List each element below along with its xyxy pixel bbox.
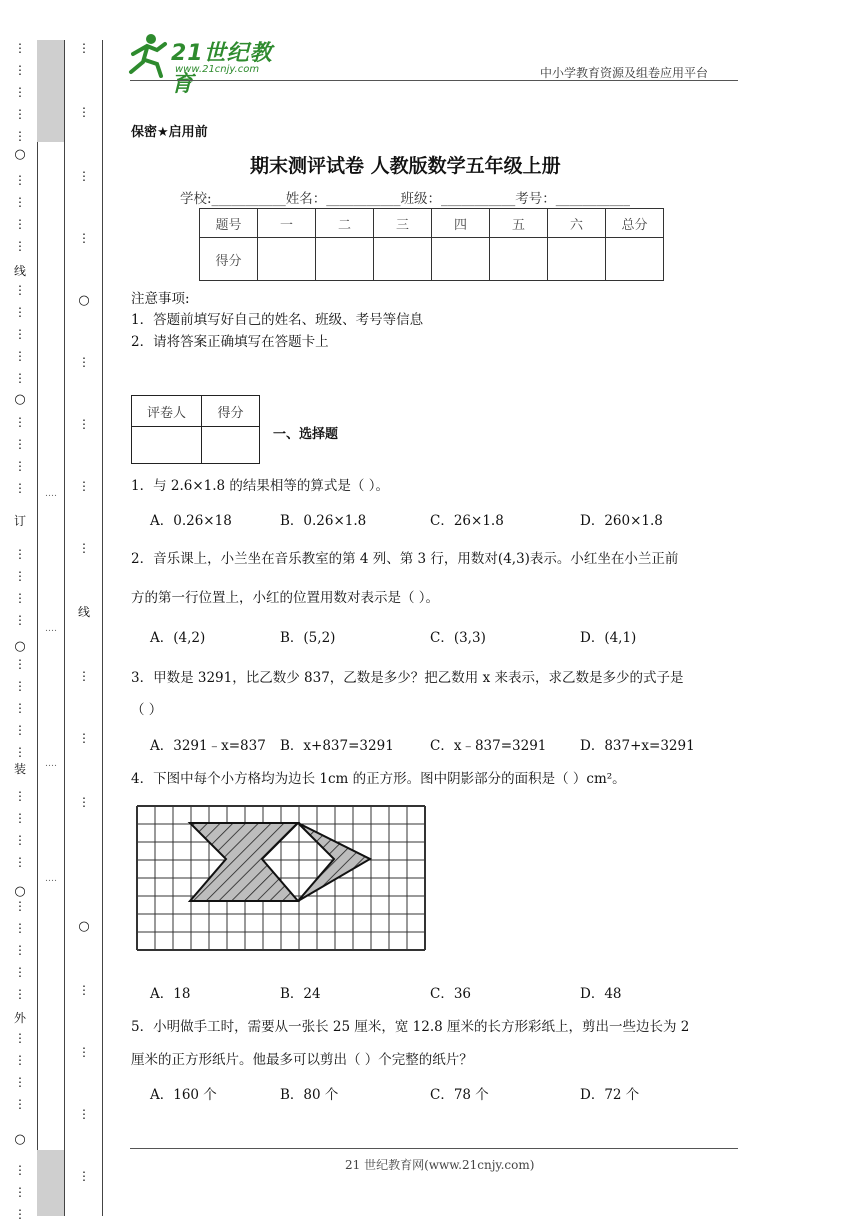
dots-mark: ⋮ [14,129,26,143]
dots-mark: ⋮ [14,327,26,341]
seal-char-ding: 订 [13,514,26,528]
score-row-label: 得分 [200,238,258,281]
dots-mark: ⋮ [78,731,90,745]
dots-mark: ⋮ [78,479,90,493]
score-cell[interactable] [432,238,490,281]
dots-mark: ⋮ [78,1107,90,1121]
dots-mark: ⋮ [14,459,26,473]
score-header-cell: 五 [490,209,548,238]
question-1-stem: 1．与 2.6×1.8 的结果相等的算式是（ ）。 [131,478,389,494]
dots-mark: ⋮ [14,745,26,759]
circle-mark: ○ [14,147,26,162]
option-b[interactable]: B．x+837=3291 [280,738,394,754]
score-cell[interactable] [316,238,374,281]
dots-mark: ⋮ [78,541,90,555]
dots-mark: ⋮ [14,1097,26,1111]
dots-mark: ⋮ [78,41,90,55]
option-a[interactable]: A．3291﹣x=837 [150,738,266,754]
dots-mark: ⋮ [14,1075,26,1089]
seal-char-xian: 线 [13,264,26,278]
dots-mark: ⋮ [14,899,26,913]
option-b[interactable]: B．80 个 [280,1087,339,1103]
score-cell[interactable] [490,238,548,281]
dots-mark: ⋮ [14,965,26,979]
logo-main-text: 21世纪教育 [171,41,273,97]
dots-mark: ⋮ [14,107,26,121]
outer-seal-column [13,0,27,1221]
question-2-stem-line2: 方的第一行位置上，小红的位置用数对表示是（ ）。 [131,590,440,606]
score-table [199,208,664,281]
header-platform-text: 中小学教育资源及组卷应用平台 [540,66,709,80]
dots-mark: ⋮ [14,481,26,495]
dots-mark: ⋮ [14,415,26,429]
option-d[interactable]: D．837+x=3291 [580,738,695,754]
note-item: 2．请将答案正确填写在答题卡上 [131,334,329,350]
dots-mark: ⋮ [14,1185,26,1199]
dots-mark: ⋮ [14,679,26,693]
grader-score-label: 得分 [202,396,260,427]
dots-mark: ⋮ [78,1169,90,1183]
circle-mark: ○ [14,392,26,407]
score-header-cell: 总分 [606,209,664,238]
option-c[interactable]: C．36 [430,986,472,1002]
dots-mark: ⋮ [14,239,26,253]
grader-score-cell[interactable] [202,427,260,464]
circle-mark: ○ [78,919,90,934]
dots-mark: ⋮ [78,169,90,183]
dots-mark: ⋮ [14,701,26,715]
score-header-cell: 二 [316,209,374,238]
dots-mark: ⋮ [14,855,26,869]
student-info-line: 学校:___________姓名：___________班级：___________考号：___________ [180,191,631,207]
dots-mark: ⋮ [14,63,26,77]
dots-mark: ⋮ [78,105,90,119]
score-cell[interactable] [374,238,432,281]
question-3-stem-line1: 3．甲数是 3291，比乙数少 837，乙数是多少？把乙数用 x 来表示，求乙数是多少的式子是 [131,670,684,686]
dots-mark: ⋮ [14,723,26,737]
inner-seal-column [77,0,91,1216]
question-2-stem-line1: 2．音乐课上，小兰坐在音乐教室的第 4 列、第 3 行，用数对(4,3)表示。小红坐在小兰正前 [131,551,679,567]
dots-mark: ⋮ [14,613,26,627]
dots-mark: ⋮ [14,811,26,825]
option-d[interactable]: D．(4,1) [580,630,637,646]
site-logo [125,32,295,97]
grid-figure [136,805,432,961]
dots-mark: ⋮ [78,1045,90,1059]
dots-mark: ⋮ [14,1207,26,1221]
dots-mark: ⋮ [14,1163,26,1177]
dots-mark: ⋮ [14,1053,26,1067]
dots-mark: ⋮ [14,41,26,55]
dots-mark: ⋮ [14,283,26,297]
score-header-cell: 三 [374,209,432,238]
question-5-stem-line2: 厘米的正方形纸片。他最多可以剪出（ ）个完整的纸片？ [131,1052,473,1068]
dots-mark: ⋮ [78,355,90,369]
score-cell[interactable] [548,238,606,281]
page-title: 期末测评试卷 人教版数学五年级上册 [250,155,561,177]
circle-mark: ○ [14,639,26,654]
score-header-cell: 一 [258,209,316,238]
seal-char-xian: 线 [77,605,90,619]
option-c[interactable]: C．x﹣837=3291 [430,738,547,754]
dots-mark: ⋮ [78,417,90,431]
dots-mark: ⋮ [14,195,26,209]
option-d[interactable]: D．72 个 [580,1087,640,1103]
score-header-cell: 题号 [200,209,258,238]
dots-mark: ⋮ [14,789,26,803]
option-a[interactable]: A．(4,2) [150,630,206,646]
shaded-arrow-left [190,823,298,901]
dots-mark: ⋮ [14,987,26,1001]
option-c[interactable]: C．78 个 [430,1087,489,1103]
grader-label: 评卷人 [132,396,202,427]
score-header-cell: 四 [432,209,490,238]
question-3-stem-line2: （ ） [131,702,163,718]
score-header-cell: 六 [548,209,606,238]
section-title: 一、选择题 [273,427,339,442]
dots-mark: ⋮ [14,657,26,671]
option-a[interactable]: A．18 [150,986,191,1002]
score-cell[interactable] [258,238,316,281]
shaded-arrow-right [298,823,370,901]
dots-mark: ⋮ [14,943,26,957]
seal-char-zhuang: 装 [13,762,26,776]
question-5-stem-line1: 5．小明做手工时，需要从一张长 25 厘米，宽 12.8 厘米的长方形彩纸上，剪出一些边长为 2 [131,1019,690,1035]
dots-mark: ⋮ [14,569,26,583]
dots-mark: ⋮ [14,437,26,451]
grader-cell[interactable] [132,427,202,464]
dots-mark: ⋮ [14,921,26,935]
dots-mark: ⋮ [14,173,26,187]
option-d[interactable]: D．48 [580,986,622,1002]
grader-table [131,395,260,464]
seal-char-wai: 外 [13,1011,26,1025]
dots-mark: ⋮ [78,795,90,809]
secret-label: 保密★启用前 [131,125,208,140]
dots-mark: ⋮ [14,371,26,385]
dots-mark: ⋮ [78,983,90,997]
question-4-stem: 4．下图中每个小方格均为边长 1cm 的正方形。图中阴影部分的面积是（ ）cm²。 [131,771,626,787]
dots-mark: ⋮ [14,1031,26,1045]
option-a[interactable]: A．0.26×18 [150,513,232,529]
dots-mark: ⋮ [78,231,90,245]
logo-url-text: www.21cnjy.com [175,64,260,75]
note-item: 1．答题前填写好自己的姓名、班级、考号等信息 [131,312,424,328]
option-b[interactable]: B．(5,2) [280,630,336,646]
circle-mark: ○ [14,1132,26,1147]
circle-mark: ○ [14,884,26,899]
notes-heading: 注意事项: [131,291,190,307]
dots-mark: ⋮ [14,591,26,605]
runner-logo-icon [125,32,173,78]
option-c[interactable]: C．26×1.8 [430,513,504,529]
option-a[interactable]: A．160 个 [150,1087,217,1103]
score-cell[interactable] [606,238,664,281]
dots-mark: ⋮ [14,833,26,847]
dots-mark: ⋮ [14,85,26,99]
dots-mark: ⋮ [78,669,90,683]
dots-mark: ⋮ [14,547,26,561]
dots-mark: ⋮ [14,305,26,319]
option-d[interactable]: D．260×1.8 [580,513,663,529]
gutter-field-marks: ‥‥ ‥‥ ‥‥ ‥‥ [44,489,57,884]
option-c[interactable]: C．(3,3) [430,630,486,646]
option-b[interactable]: B．24 [280,986,321,1002]
dots-mark: ⋮ [14,349,26,363]
footer-text: 21 世纪教育网(www.21cnjy.com) [345,1158,535,1172]
dots-mark: ⋮ [14,217,26,231]
header-rule [130,80,738,81]
option-b[interactable]: B．0.26×1.8 [280,513,367,529]
footer-rule [130,1148,738,1149]
circle-mark: ○ [78,293,90,308]
